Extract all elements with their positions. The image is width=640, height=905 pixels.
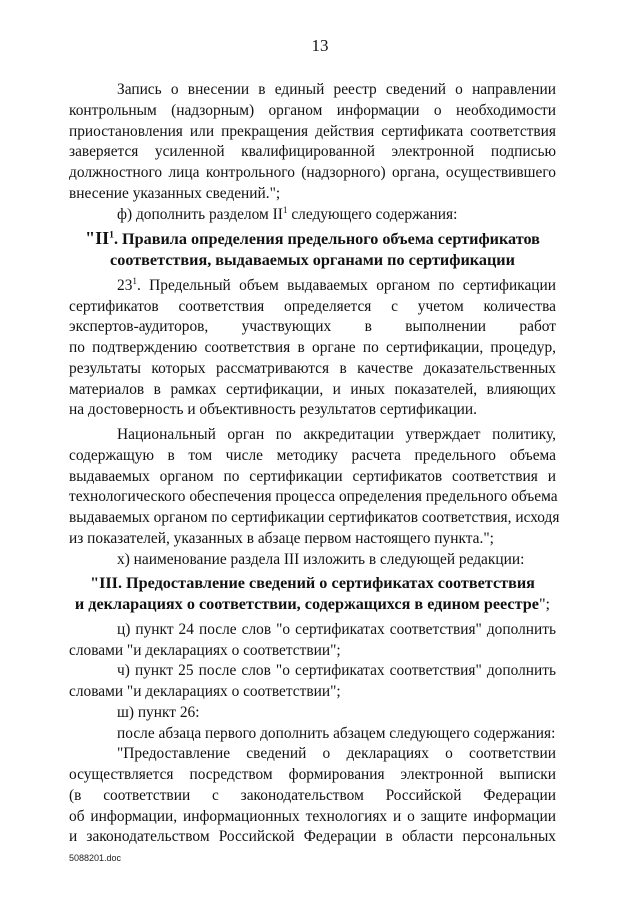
paragraph-record	[69, 80, 556, 205]
heading-roman: "II	[85, 228, 110, 249]
superscript: 1	[109, 229, 114, 241]
superscript: 1	[282, 204, 288, 215]
text-line: технологического обеспечения процесса определения предельного объема	[69, 488, 558, 506]
text-line: Запись о внесении в единый реестр сведений о направлении	[117, 81, 556, 98]
paragraph-23-1	[69, 276, 556, 421]
text-line: словами "и декларациях о соответствии";	[69, 683, 341, 700]
paragraph-provision	[69, 744, 556, 848]
text-line: на достоверность и объективность результатов сертификации.	[69, 401, 478, 419]
text-line: экспертов-аудиторов, участвующих в выполнении работ	[69, 318, 556, 336]
text-line: и законодательством Российской Федерации в области персональных	[69, 828, 556, 846]
heading-line: "III. Предоставление сведений о сертификатах соответствия	[90, 574, 535, 593]
text-line: содержащую в том числе методику расчета предельного объема	[69, 446, 556, 464]
page-number: 13	[311, 36, 329, 55]
heading-text: . Правила определения предельного объема сертификатов	[113, 230, 540, 249]
text-line: "Предоставление сведений о декларациях о соответствии	[117, 745, 556, 763]
section-heading-2-1	[69, 228, 556, 271]
instruction-line: после абзаца первого дополнить абзацем следующего содержания:	[117, 724, 556, 742]
item-f	[69, 205, 556, 226]
text-line: из показателей, указанных в абзаце первом настоящего пункта.";	[69, 529, 494, 547]
item-sh: ш) пункт 26:	[117, 703, 200, 721]
text-line: заверяется усиленной квалифицированной электронной подписью	[69, 143, 556, 161]
text-line: сертификатов соответствия определяется с учетом количества	[69, 297, 556, 315]
heading-line: соответствия, выдаваемых органами по сертификации	[110, 251, 515, 269]
text-line: словами "и декларациях о соответствии";	[69, 641, 341, 659]
text-line: ч) пункт 25 после слов "о сертификатах соответствия" дополнить	[117, 662, 556, 680]
item-f-text-end: следующего содержания:	[287, 205, 458, 223]
text-line: материалов в рамках сертификации, и иных показателей, влияющих	[69, 380, 556, 398]
item-f-text: ф) дополнить разделом II	[117, 205, 283, 223]
document-body	[69, 80, 560, 848]
text-line: выдаваемых органом по сертификации сертификатов соответствия и	[69, 467, 556, 485]
footer-filename: 5088201.doc	[69, 853, 122, 863]
text-line: об информации, информационных технологиях и о защите информации	[69, 807, 556, 825]
text-line: по подтверждению соответствия в органе по сертификации, процедур,	[69, 339, 556, 356]
paragraph-number: 23	[117, 276, 133, 294]
text-line: контрольным (надзорным) органом информации о необходимости	[69, 101, 556, 119]
text-line: ц) пункт 24 после слов "о сертификатах соответствия" дополнить	[117, 620, 556, 638]
text-line: выдаваемых органом по сертификации сертификатов соответствия, исходя	[69, 509, 560, 526]
heading-line	[69, 228, 556, 250]
heading-tail: ";	[538, 595, 551, 613]
heading-line	[69, 594, 556, 615]
item-ch	[69, 661, 556, 703]
text-line: результаты которых рассматриваются в качестве доказательственных	[69, 359, 556, 377]
item-h: х) наименование раздела III изложить в следующей редакции:	[117, 550, 525, 568]
superscript: 1	[132, 275, 138, 286]
section-heading-3	[69, 573, 556, 615]
text-line: должностного лица контрольного (надзорного) органа, осуществившего	[69, 164, 556, 181]
text-line: осуществляется посредством формирования электронной выписки	[69, 766, 556, 783]
text-line	[69, 276, 556, 297]
text-line: внесение указанных сведений.";	[69, 184, 281, 202]
text-line: (в соответствии с законодательством Российской Федерации	[69, 786, 556, 804]
paragraph-national-body	[69, 425, 560, 550]
heading-text: и декларациях о соответствии, содержащихся в едином реестре	[74, 595, 539, 613]
item-ts	[69, 620, 556, 662]
paragraph-text: . Предельный объем выдаваемых органом по сертификации	[137, 276, 556, 294]
text-line: приостановления или прекращения действия сертификата соответствия	[69, 122, 556, 140]
text-line: Национальный орган по аккредитации утверждает политику,	[117, 426, 556, 443]
